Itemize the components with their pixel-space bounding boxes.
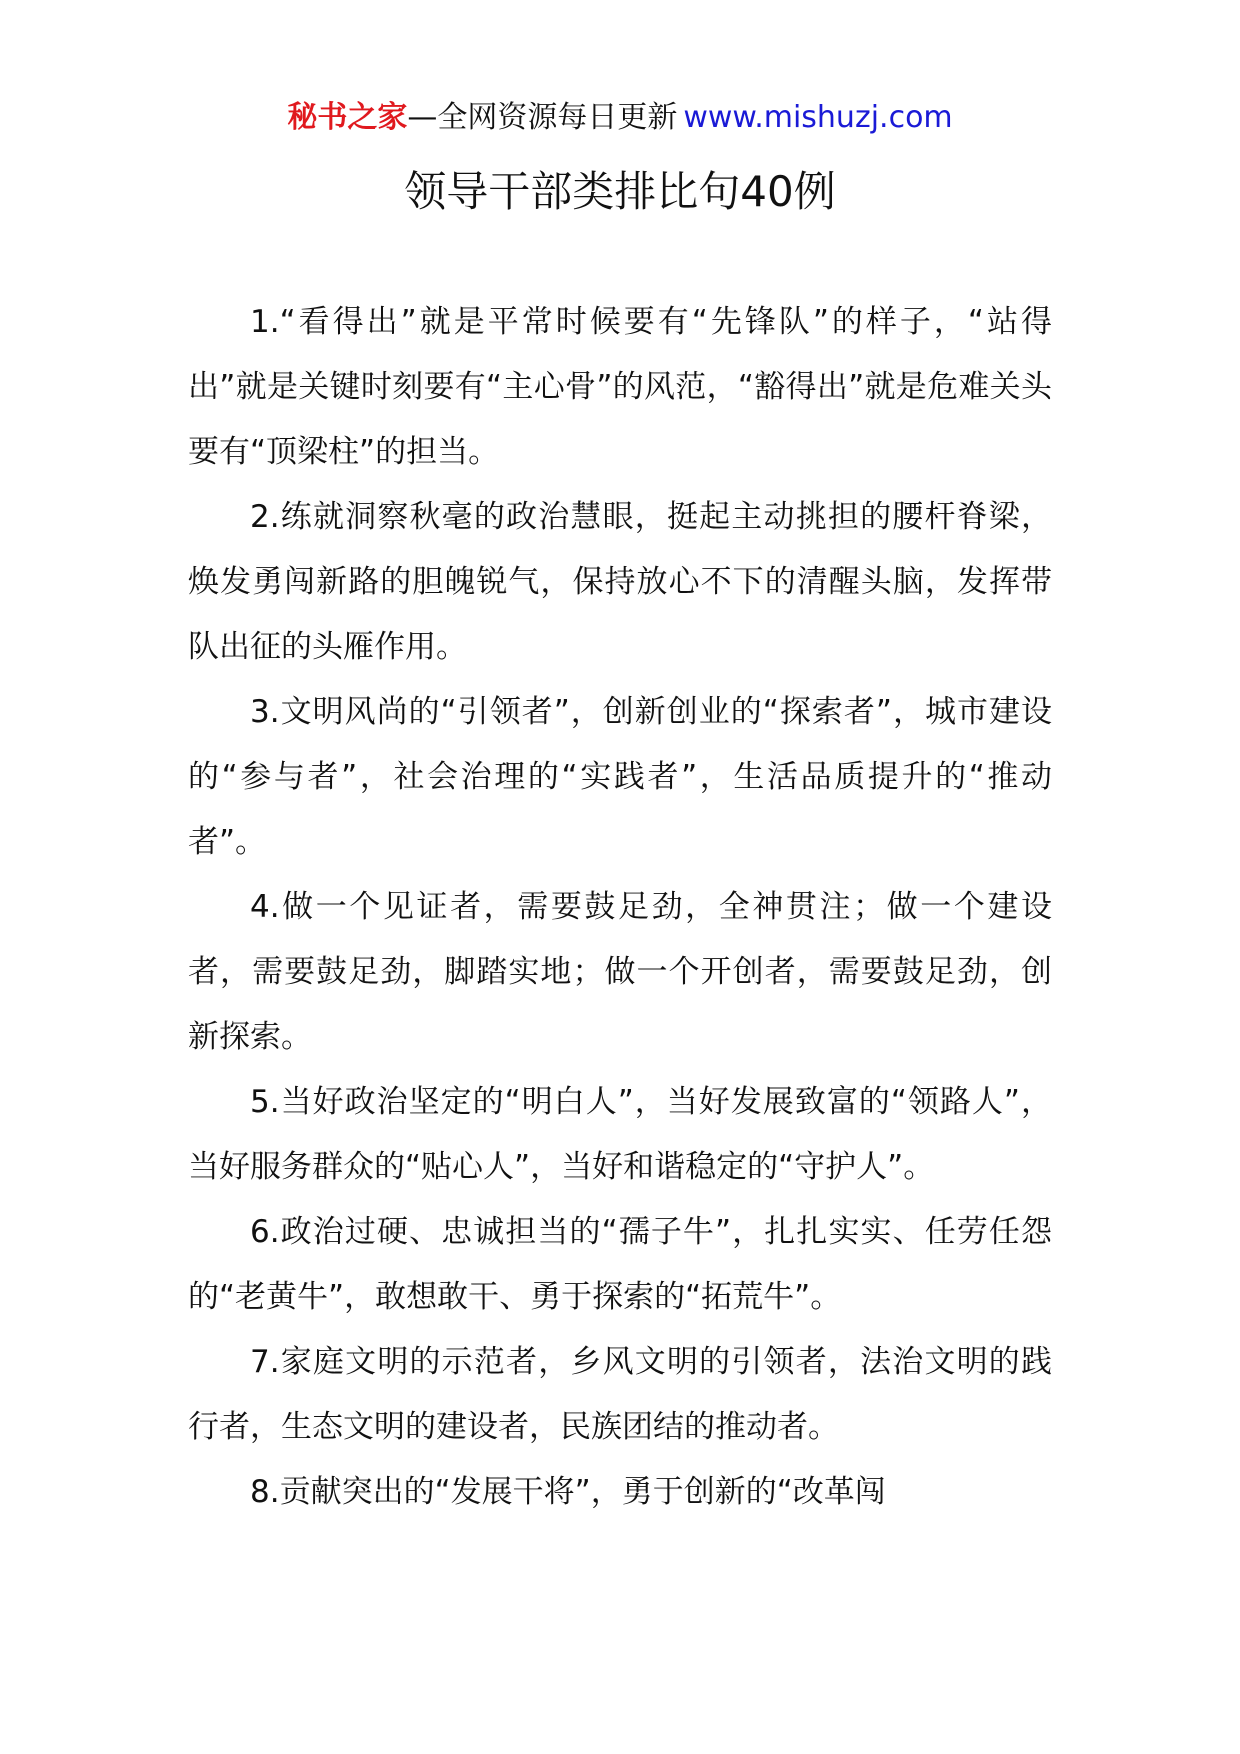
paragraph-4: 4.做一个见证者，需要鼓足劲，全神贯注；做一个建设者，需要鼓足劲，脚踏实地；做一个开创者，需要鼓足劲，创新探索。	[188, 889, 1052, 1055]
paragraph-3: 3.文明风尚的“引领者”，创新创业的“探索者”，城市建设的“参与者”，社会治理的“实践者”，生活品质提升的“推动者”。	[188, 694, 1052, 860]
paragraph-8: 8.贡献突出的“发展干将”，勇于创新的“改革闯	[250, 1474, 886, 1510]
site-header	[0, 98, 1240, 138]
brand-name: 秘书之家	[287, 100, 408, 135]
site-url-link[interactable]: www.mishuzj.com	[683, 100, 953, 135]
paragraph-1: 1.“看得出”就是平常时候要有“先锋队”的样子，“站得出”就是关键时刻要有“主心骨”的风范，“豁得出”就是危难关头要有“顶梁柱”的担当。	[188, 304, 1052, 470]
header-tagline: —全网资源每日更新	[407, 100, 678, 135]
paragraph-2: 2.练就洞察秋毫的政治慧眼，挺起主动挑担的腰杆脊梁，焕发勇闯新路的胆魄锐气，保持放心不下的清醒头脑，发挥带队出征的头雁作用。	[188, 499, 1052, 665]
paragraph-7: 7.家庭文明的示范者，乡风文明的引领者，法治文明的践行者，生态文明的建设者，民族团结的推动者。	[188, 1344, 1052, 1445]
paragraph-5: 5.当好政治坚定的“明白人”，当好发展致富的“领路人”，当好服务群众的“贴心人”，当好和谐稳定的“守护人”。	[188, 1084, 1052, 1185]
paragraph-6: 6.政治过硬、忠诚担当的“孺子牛”，扎扎实实、任劳任怨的“老黄牛”，敢想敢干、勇于探索的“拓荒牛”。	[188, 1214, 1052, 1315]
document-body	[188, 290, 1052, 1525]
document-title: 领导干部类排比句40例	[404, 167, 836, 216]
